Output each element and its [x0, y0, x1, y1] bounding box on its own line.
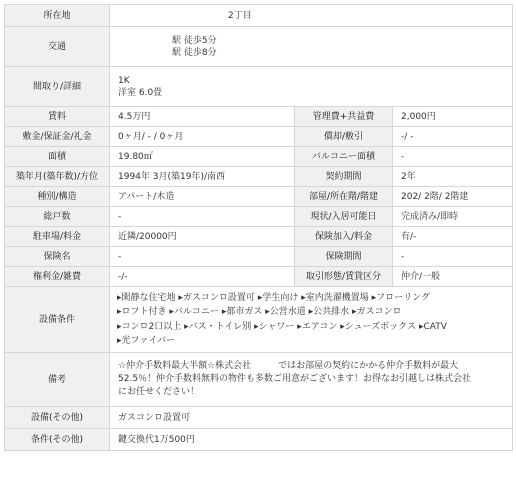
status-label: 現状/入居可能日 [295, 207, 393, 227]
remarks-line-3: にお任せください！ [118, 387, 200, 397]
equipment-item: ▸CATV [418, 321, 447, 332]
equip-other-label: 設備(その他) [5, 407, 110, 429]
trade-value: 仲介/一般 [393, 267, 513, 287]
row-rights [5, 267, 513, 287]
transport-line-2: 駅 徒歩8分 [172, 47, 217, 58]
balcony-value: - [393, 147, 513, 167]
layout-label: 間取り/詳細 [5, 67, 110, 107]
rent-value: 4.5万円 [110, 107, 295, 127]
row-equip-other [5, 407, 513, 429]
area-value: 19.80㎡ [110, 147, 295, 167]
row-insurance [5, 247, 513, 267]
row-equipment [5, 287, 513, 353]
contract-value: 2年 [393, 167, 513, 187]
row-cond-other [5, 429, 513, 451]
location-label: 所在地 [5, 5, 110, 27]
cond-other-value: 鍵交換代1万500円 [110, 429, 513, 451]
insurance-join-label: 保険加入/料金 [295, 227, 393, 247]
amortize-label: 償却/敷引 [295, 127, 393, 147]
structure-value: アパート/木造 [110, 187, 295, 207]
built-value: 1994年 3月(築19年)/南西 [110, 167, 295, 187]
equipment-item: ▸シューズボックス [340, 321, 417, 332]
equipment-item: ▸シャワー [254, 321, 295, 332]
rights-label: 権利金/雑費 [5, 267, 110, 287]
units-label: 総戸数 [5, 207, 110, 227]
row-rent [5, 107, 513, 127]
area-label: 面積 [5, 147, 110, 167]
equipment-item: ▸ガスコンロ設置可 [178, 292, 255, 303]
equip-other-value: ガスコンロ設置可 [110, 407, 513, 429]
row-built [5, 167, 513, 187]
row-area [5, 147, 513, 167]
equipment-item: ▸室内洗濯機置場 [301, 292, 369, 303]
equipment-line [117, 320, 504, 335]
layout-line-2: 洋室 6.0畳 [118, 87, 163, 98]
insurance-name-value: - [110, 247, 295, 267]
equipment-item: ▸光ファイバー [117, 336, 176, 346]
room-label: 部屋/所在階/階建 [295, 187, 393, 207]
row-parking [5, 227, 513, 247]
equipment-line [117, 305, 504, 320]
rights-value: -/- [110, 267, 295, 287]
equipment-item: ▸学生向け [257, 292, 299, 303]
units-value: - [110, 207, 295, 227]
row-remarks [5, 353, 513, 407]
row-deposit [5, 127, 513, 147]
equipment-line [117, 291, 504, 306]
equipment-item: ▸エアコン [297, 321, 338, 332]
amortize-value: -/ - [393, 127, 513, 147]
insurance-join-value: 有/- [393, 227, 513, 247]
insurance-period-value: - [393, 247, 513, 267]
room-value: 202/ 2階/ 2階建 [393, 187, 513, 207]
deposit-value: 0ヶ月/ - / 0ヶ月 [110, 127, 295, 147]
remarks-line-1: ☆仲介手数料最大半額☆株式会社 ではお部屋の契約にかかる仲介手数料が最大 [118, 361, 459, 371]
remarks-line-2: 52.5％！仲介手数料無料の物件も多数ご用意がございます！お得なお引越しは株式会社 [118, 374, 472, 384]
status-value: 完成済み/即時 [393, 207, 513, 227]
equipment-item: ▸ロフト付き [117, 307, 167, 317]
layout-line-1: 1K [118, 75, 130, 86]
transport-line-1: 駅 徒歩5分 [172, 35, 217, 46]
row-location [5, 5, 513, 27]
property-table [4, 4, 513, 451]
equipment-item: ▸フローリング [371, 292, 430, 303]
location-value: 2丁目 [110, 5, 513, 27]
equipment-item: ▸公共排水 [308, 307, 350, 317]
equipment-item: ▸バス・トイレ別 [184, 321, 252, 332]
built-label: 築年月(築年数)/方位 [5, 167, 110, 187]
parking-value: 近隣/20000円 [110, 227, 295, 247]
row-structure [5, 187, 513, 207]
rent-label: 賃料 [5, 107, 110, 127]
equipment-line [117, 334, 504, 349]
parking-label: 駐車場/料金 [5, 227, 110, 247]
trade-label: 取引形態/賃貸区分 [295, 267, 393, 287]
equipment-item: ▸バルコニー [169, 307, 219, 317]
cond-other-label: 条件(その他) [5, 429, 110, 451]
insurance-name-label: 保険名 [5, 247, 110, 267]
equipment-item: ▸公営水道 [265, 307, 306, 317]
equipment-label: 設備条件 [5, 287, 110, 353]
equipment-list [110, 287, 513, 353]
remarks-text [110, 353, 513, 407]
fee-label: 管理費+共益費 [295, 107, 393, 127]
fee-value: 2,000円 [393, 107, 513, 127]
deposit-label: 敷金/保証金/礼金 [5, 127, 110, 147]
equipment-item: ▸ガスコンロ [352, 307, 402, 317]
structure-label: 種別/構造 [5, 187, 110, 207]
property-details [4, 4, 512, 451]
row-layout [5, 67, 513, 107]
insurance-period-label: 保険期間 [295, 247, 393, 267]
equipment-item: ▸閑静な住宅地 [117, 292, 176, 303]
remarks-label: 備考 [5, 353, 110, 407]
contract-label: 契約期間 [295, 167, 393, 187]
equipment-item: ▸コンロ2口以上 [117, 321, 182, 332]
row-units [5, 207, 513, 227]
balcony-label: バルコニー面積 [295, 147, 393, 167]
row-transport [5, 27, 513, 67]
transport-label: 交通 [5, 27, 110, 67]
equipment-item: ▸都市ガス [221, 307, 263, 317]
